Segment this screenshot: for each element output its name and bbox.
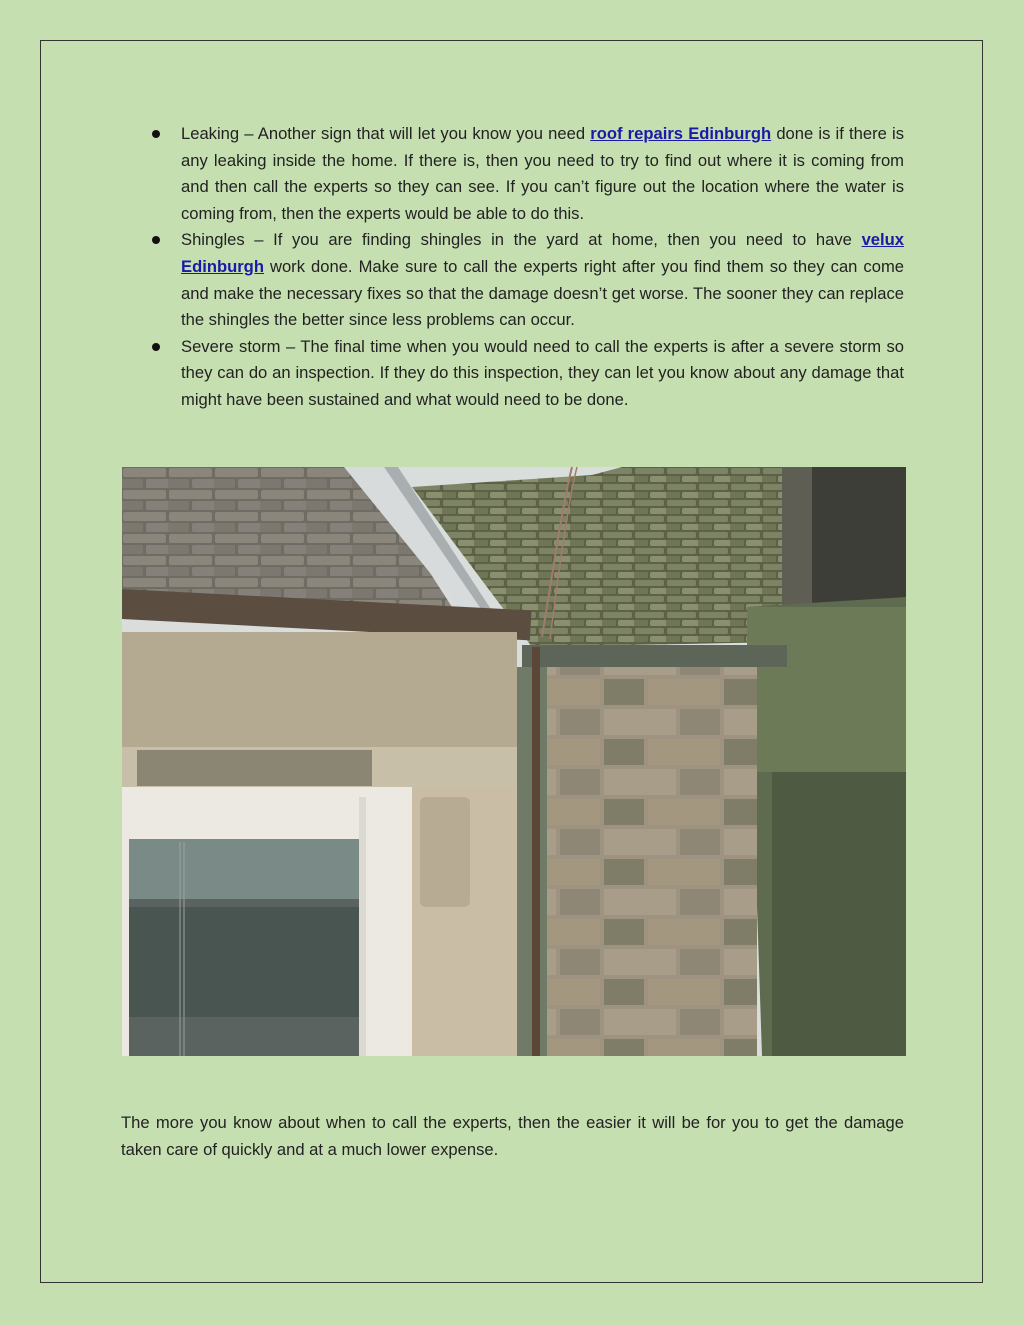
bullet-text: Leaking – Another sign that will let you know you need xyxy=(181,124,591,143)
bullet-text-continued: work done. Make sure to call the experts right after you find them so they can come and make the necessary fixes so that the damage doesn’t get worse. The sooner they can replace the shingles the better since less problems can occur. xyxy=(181,256,904,330)
bullet-text-continued: done is if there is any leaking inside the home. If there is, then you need to try to find out where it is coming from and then call the experts so they can see. If you can’t figure out the location where the water is coming from, then the experts would be able to do this. xyxy=(181,124,904,223)
roof-photo xyxy=(122,467,906,1056)
bullet-item-severe-storm xyxy=(140,334,904,414)
bullet-text: Shingles – If you are finding shingles in the yard at home, then you need to have xyxy=(181,230,862,250)
bullet-item-leaking xyxy=(140,121,904,227)
bullet-text: Severe storm – The final time when you would need to call the experts is after a severe storm so they can do an inspection. If they do this inspection, they can let you know about any damage that might have been sustained and what would need to be done. xyxy=(181,336,904,409)
closing-paragraph: The more you know about when to call the experts, then the easier it will be for you to get the damage taken care of quickly and at a much lower expense. xyxy=(121,1113,904,1159)
bullet-icon xyxy=(152,236,160,244)
bullet-item-shingles xyxy=(140,227,904,333)
bullet-icon xyxy=(152,343,160,351)
roof-repairs-link[interactable]: roof repairs Edinburgh xyxy=(590,124,772,143)
bullet-list xyxy=(140,121,904,414)
bullet-icon xyxy=(152,130,160,138)
velux-link[interactable]: velux Edinburgh xyxy=(181,230,904,276)
